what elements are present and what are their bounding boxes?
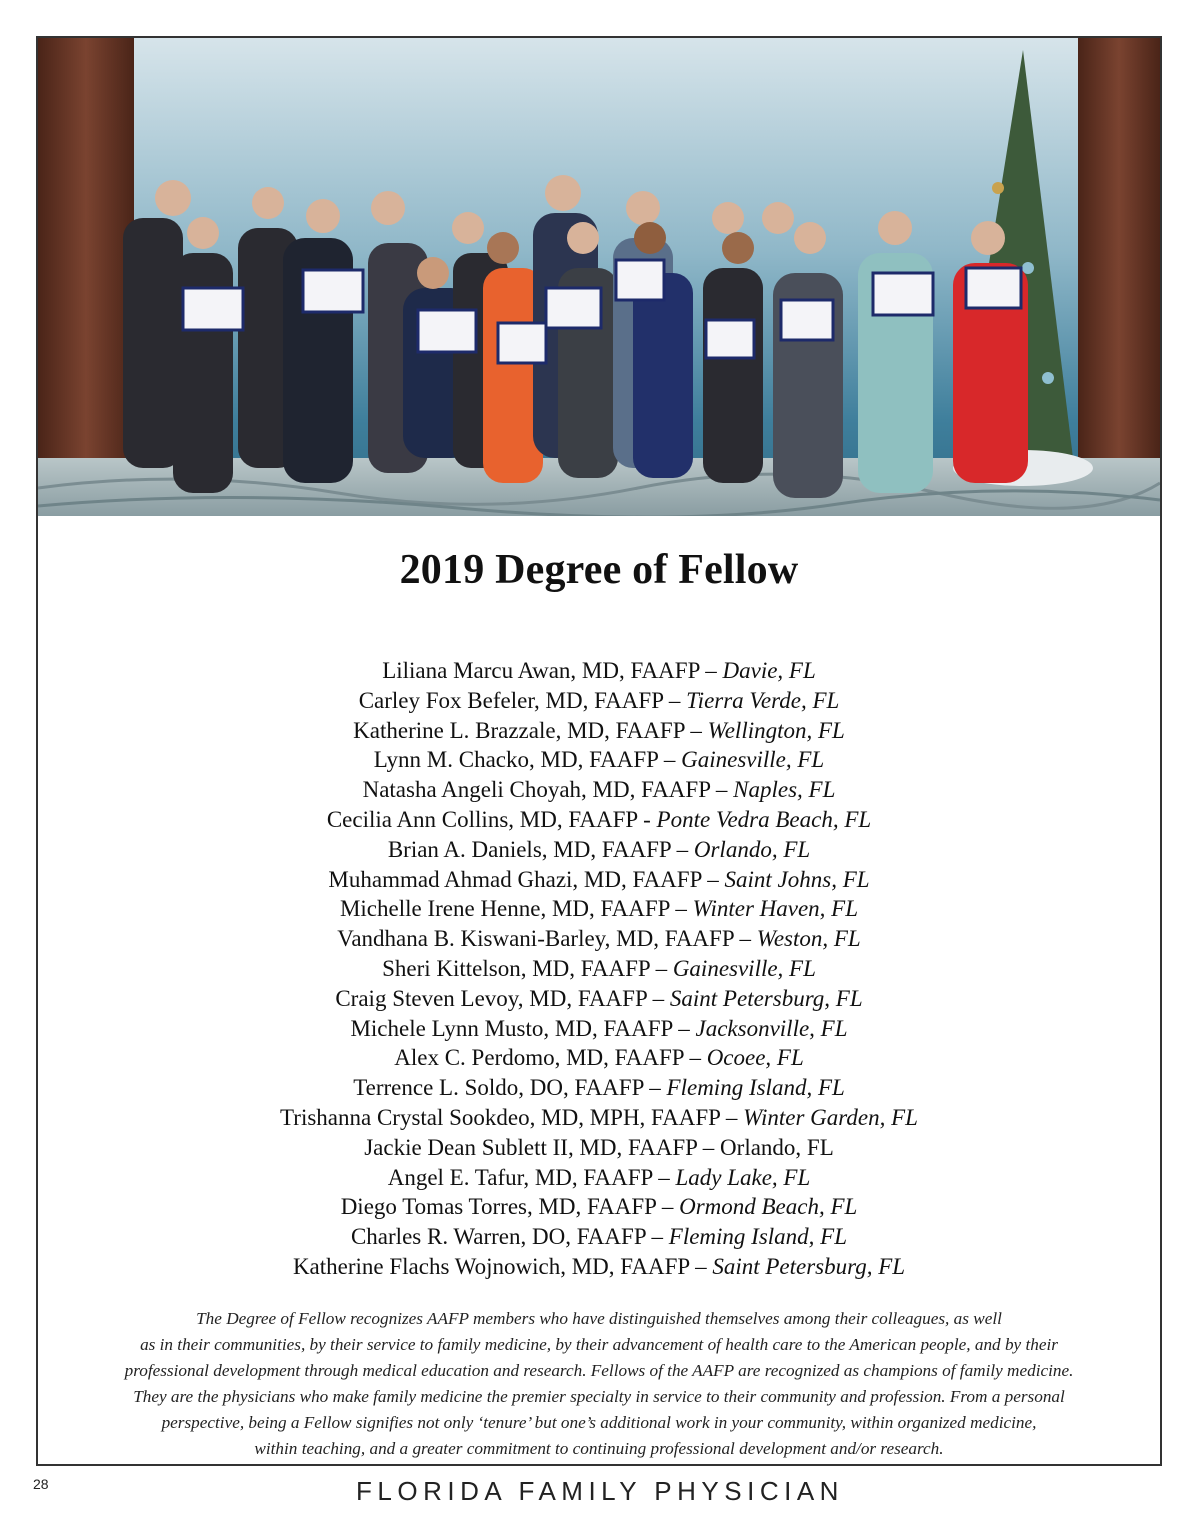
fellow-name: Katherine L. Brazzale, MD, FAAFP xyxy=(353,717,685,743)
fellow-description xyxy=(58,1306,1140,1462)
group-photo-illustration xyxy=(38,38,1160,516)
fellow-location: Fleming Island, FL xyxy=(668,1224,848,1250)
fellow-name: Alex C. Perdomo, MD, FAAFP xyxy=(394,1045,684,1071)
fellow-separator: – xyxy=(699,658,723,683)
description-line: perspective, being a Fellow signifies not only ‘tenure’ but one’s additional work in your community, within organized medicine, xyxy=(161,1413,1037,1432)
fellow-entry xyxy=(38,656,1160,686)
fellow-location: Gainesville, FL xyxy=(672,955,816,981)
page-number: 28 xyxy=(33,1476,49,1492)
fellow-name: Michele Lynn Musto, MD, FAAFP xyxy=(350,1015,673,1041)
fellow-name: Natasha Angeli Choyah, MD, FAAFP xyxy=(362,777,711,803)
fellow-location: Naples, FL xyxy=(733,777,836,803)
page-title: 2019 Degree of Fellow xyxy=(399,547,799,593)
fellow-location: Orlando, FL xyxy=(693,836,811,862)
fellow-location: Gainesville, FL xyxy=(681,747,825,773)
fellow-separator: – xyxy=(656,1194,680,1220)
fellow-separator: – xyxy=(669,896,693,922)
fellow-name: Diego Tomas Torres, MD, FAAFP xyxy=(340,1194,657,1220)
fellow-entry xyxy=(38,1222,1160,1252)
fellow-name: Angel E. Tafur, MD, FAAFP xyxy=(387,1164,653,1190)
fellow-name: Liliana Marcu Awan, MD, FAAFP xyxy=(382,658,700,683)
fellow-separator: – xyxy=(697,1134,721,1160)
description-line: professional development through medical education and research. Fellows of the AAFP are recognized as champions of family medicine. xyxy=(124,1361,1074,1380)
fellow-separator: – xyxy=(652,1164,676,1190)
fellow-location: Saint Johns, FL xyxy=(724,866,870,892)
fellows-list xyxy=(38,656,1160,1282)
fellow-name: Charles R. Warren, DO, FAAFP xyxy=(350,1224,646,1250)
fellow-location: Weston, FL xyxy=(756,926,861,952)
fellow-separator: – xyxy=(720,1104,744,1130)
fellow-location: Ormond Beach, FL xyxy=(679,1194,858,1220)
fellow-location: Ponte Vedra Beach, FL xyxy=(656,806,872,832)
publication-footer: FLORIDA FAMILY PHYSICIAN xyxy=(356,1476,844,1506)
fellow-entry xyxy=(38,1192,1160,1222)
fellow-location: Jacksonville, FL xyxy=(695,1015,848,1041)
fellow-entry xyxy=(38,835,1160,865)
fellow-location: Saint Petersburg, FL xyxy=(712,1253,906,1279)
fellow-entry xyxy=(38,1163,1160,1193)
fellow-separator: – xyxy=(733,926,757,952)
fellow-separator: – xyxy=(645,1224,669,1250)
fellow-entry xyxy=(38,775,1160,805)
fellow-location: Orlando, FL xyxy=(720,1134,834,1160)
fellow-separator: – xyxy=(672,1015,696,1041)
fellow-entry xyxy=(38,1252,1160,1282)
fellow-name: Brian A. Daniels, MD, FAAFP xyxy=(387,836,671,862)
fellow-entry xyxy=(38,745,1160,775)
fellow-name: Cecilia Ann Collins, MD, FAAFP xyxy=(326,806,638,832)
fellow-separator: – xyxy=(701,866,725,892)
fellow-separator: - xyxy=(637,806,657,832)
fellow-separator: – xyxy=(649,955,673,981)
fellow-entry xyxy=(38,984,1160,1014)
fellow-name: Carley Fox Befeler, MD, FAAFP xyxy=(358,687,664,713)
fellow-location: Saint Petersburg, FL xyxy=(669,985,863,1011)
fellow-entry xyxy=(38,1073,1160,1103)
fellow-entry xyxy=(38,894,1160,924)
page-frame xyxy=(36,36,1162,1466)
fellow-location: Tierra Verde, FL xyxy=(686,687,840,713)
fellow-name: Sheri Kittelson, MD, FAAFP xyxy=(382,955,650,981)
fellow-entry xyxy=(38,1133,1160,1163)
fellow-location: Wellington, FL xyxy=(707,717,845,743)
fellow-entry xyxy=(38,805,1160,835)
fellow-separator: – xyxy=(684,717,708,743)
description-line: The Degree of Fellow recognizes AAFP members who have distinguished themselves among their colleagues, as well xyxy=(196,1309,1002,1328)
fellow-location: Fleming Island, FL xyxy=(666,1075,845,1101)
fellow-separator: – xyxy=(689,1253,713,1279)
fellow-separator: – xyxy=(643,1075,667,1101)
description-line: within teaching, and a greater commitment to continuing professional development and/or research. xyxy=(254,1439,944,1458)
fellow-location: Lady Lake, FL xyxy=(675,1164,811,1190)
fellow-location: Winter Garden, FL xyxy=(743,1104,918,1130)
fellow-separator: – xyxy=(646,985,670,1011)
fellow-name: Muhammad Ahmad Ghazi, MD, FAAFP xyxy=(328,866,702,892)
fellow-entry xyxy=(38,924,1160,954)
fellow-entry xyxy=(38,716,1160,746)
fellow-separator: – xyxy=(663,687,687,713)
fellow-location: Ocoee, FL xyxy=(706,1045,804,1071)
fellow-entry xyxy=(38,1043,1160,1073)
fellow-separator: – xyxy=(710,777,734,803)
fellow-name: Vandhana B. Kiswani-Barley, MD, FAAFP xyxy=(337,926,734,952)
fellow-location: Winter Haven, FL xyxy=(692,896,859,922)
fellow-location: Davie, FL xyxy=(722,658,816,683)
description-line: as in their communities, by their service to family medicine, by their advancement of health care to the American people, and by their xyxy=(140,1335,1058,1354)
fellow-name: Jackie Dean Sublett II, MD, FAAFP xyxy=(364,1134,698,1160)
description-line: They are the physicians who make family medicine the premier specialty in service to their community and profession. From a personal xyxy=(133,1387,1065,1406)
fellow-name: Lynn M. Chacko, MD, FAAFP xyxy=(373,747,659,773)
fellow-name: Craig Steven Levoy, MD, FAAFP xyxy=(335,985,647,1011)
fellow-entry xyxy=(38,1103,1160,1133)
fellow-name: Trishanna Crystal Sookdeo, MD, MPH, FAAFP xyxy=(280,1104,721,1130)
fellow-entry xyxy=(38,865,1160,895)
fellow-name: Katherine Flachs Wojnowich, MD, FAAFP xyxy=(292,1253,690,1279)
fellow-entry xyxy=(38,1014,1160,1044)
fellow-separator: – xyxy=(683,1045,707,1071)
fellow-entry xyxy=(38,954,1160,984)
group-photo xyxy=(38,38,1160,516)
fellow-name: Terrence L. Soldo, DO, FAAFP xyxy=(353,1075,644,1101)
fellow-separator: – xyxy=(670,836,694,862)
fellow-entry xyxy=(38,686,1160,716)
fellow-name: Michelle Irene Henne, MD, FAAFP xyxy=(339,896,670,922)
fellow-separator: – xyxy=(658,747,682,773)
